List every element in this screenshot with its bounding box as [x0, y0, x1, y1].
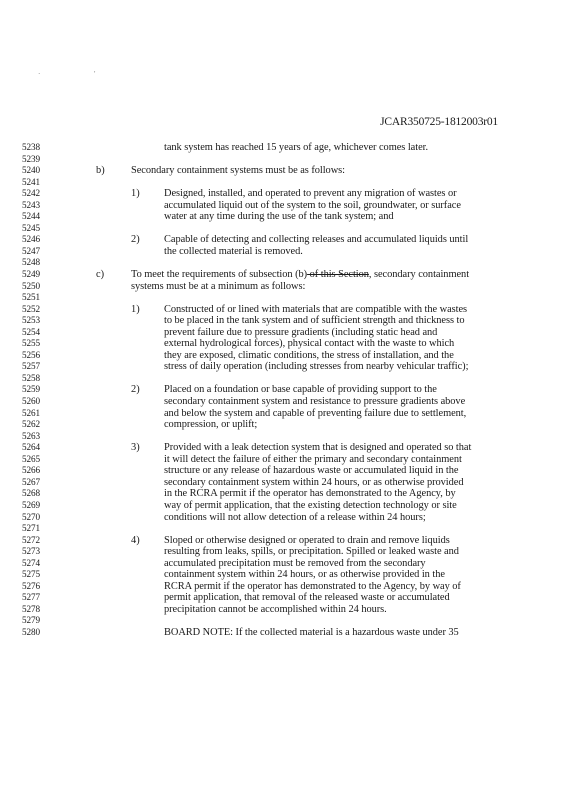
document-line: [0, 408, 566, 420]
document-line: [0, 338, 566, 350]
line-text: [164, 304, 467, 316]
line-text: [164, 211, 393, 223]
line-number: 5243: [22, 199, 40, 210]
line-text-segment: Constructed of or lined with materials that are compatible with the wastes: [164, 303, 468, 315]
line-text-segment: Sloped or otherwise designed or operated to drain and remove liquids: [164, 534, 450, 546]
line-text: [164, 200, 461, 212]
line-number: 5250: [22, 280, 40, 291]
line-number: 5271: [22, 523, 40, 534]
line-text-segment: water at any time during the use of the tank system; and: [164, 211, 394, 223]
document-line: [0, 465, 566, 477]
line-number: 5279: [22, 615, 40, 626]
subsection-label: 4): [131, 534, 140, 546]
document-line: [0, 234, 566, 246]
line-text: [164, 454, 462, 466]
line-text-segment: compression, or uplift;: [164, 419, 258, 431]
line-number: 5255: [22, 338, 40, 349]
line-text-segment: to be placed in the tank system and of sufficient strength and thickness to: [164, 315, 465, 327]
line-text-segment: and below the system and capable of preventing failure due to settlement,: [164, 407, 467, 419]
document-line: [0, 419, 566, 431]
document-line: [0, 373, 566, 385]
document-line: [0, 223, 566, 235]
line-number: 5248: [22, 257, 40, 268]
document-id: JCAR350725-1812003r01: [380, 116, 498, 128]
line-text-segment: accumulated precipitation must be removed from the secondary: [164, 557, 426, 569]
line-number: 5275: [22, 569, 40, 580]
line-text: [164, 500, 457, 512]
line-number: 5246: [22, 234, 40, 245]
line-number: 5267: [22, 476, 40, 487]
line-number: 5242: [22, 188, 40, 199]
line-number: 5273: [22, 546, 40, 557]
document-line: [0, 327, 566, 339]
line-number: 5262: [22, 419, 40, 430]
document-line: [0, 154, 566, 166]
line-text: [164, 465, 458, 477]
document-line: [0, 315, 566, 327]
line-text-segment: permit application, that removal of the released waste or accumulated: [164, 592, 450, 604]
line-text: [164, 442, 471, 454]
line-text: [164, 535, 450, 547]
line-number: 5265: [22, 453, 40, 464]
line-text-segment: To meet the requirements of subsection (b): [131, 269, 308, 281]
line-text: [164, 581, 461, 593]
document-line: [0, 384, 566, 396]
line-number: 5239: [22, 153, 40, 164]
line-text-segment: structure or any release of hazardous waste or accumulated liquid in the: [164, 465, 459, 477]
document-line: [0, 592, 566, 604]
line-number: 5270: [22, 511, 40, 522]
line-text-segment: , secondary containment: [368, 269, 470, 281]
line-text: [164, 419, 257, 431]
line-number: 5278: [22, 603, 40, 614]
document-line: [0, 177, 566, 189]
line-text-segment: systems must be at a minimum as follows:: [131, 280, 306, 292]
subsection-label: 3): [131, 442, 140, 454]
line-text: [164, 558, 426, 570]
document-line: [0, 546, 566, 558]
line-text: [164, 188, 457, 200]
document-line: [0, 581, 566, 593]
document-line: [0, 211, 566, 223]
deleted-text: of this Section: [307, 269, 369, 281]
line-text-segment: accumulated liquid out of the system to the soil, groundwater, or surface: [164, 199, 461, 211]
document-line: [0, 257, 566, 269]
line-number: 5259: [22, 384, 40, 395]
line-number: 5249: [22, 269, 40, 280]
line-number: 5245: [22, 222, 40, 233]
line-text-segment: they are exposed, climatic conditions, the stress of installation, and the: [164, 349, 454, 361]
line-text: [164, 408, 466, 420]
document-line: [0, 304, 566, 316]
line-text-segment: resulting from leaks, spills, or precipitation. Spilled or leaked waste and: [164, 546, 459, 558]
line-text: [131, 269, 469, 281]
document-line: [0, 454, 566, 466]
line-text-segment: the collected material is removed.: [164, 245, 303, 257]
line-text: [164, 477, 464, 489]
line-number: 5241: [22, 176, 40, 187]
line-text: [164, 327, 437, 339]
line-text: [164, 546, 459, 558]
line-text: [164, 315, 465, 327]
line-number: 5253: [22, 315, 40, 326]
subsection-label: 2): [131, 384, 140, 396]
line-text: [164, 361, 468, 373]
line-text: [164, 234, 468, 246]
line-number: 5251: [22, 292, 40, 303]
line-number: 5264: [22, 442, 40, 453]
line-text-segment: stress of daily operation (including stresses from nearby vehicular traffic);: [164, 361, 469, 373]
line-number: 5260: [22, 396, 40, 407]
subsection-label: 2): [131, 234, 140, 246]
line-number: 5268: [22, 488, 40, 499]
line-text-segment: Provided with a leak detection system that is designed and operated so that: [164, 442, 472, 454]
line-number: 5238: [22, 142, 40, 152]
line-text-segment: BOARD NOTE: If the collected material is a hazardous waste under 35: [164, 626, 459, 638]
document-line: [0, 269, 566, 281]
document-line: [0, 523, 566, 535]
document-line: [0, 604, 566, 616]
line-text-segment: Capable of detecting and collecting releases and accumulated liquids until: [164, 234, 469, 246]
document-line: [0, 477, 566, 489]
document-line: [0, 535, 566, 547]
line-number: 5272: [22, 534, 40, 545]
line-number: 5257: [22, 361, 40, 372]
line-text-segment: Placed on a foundation or base capable of providing support to the: [164, 384, 437, 396]
line-number: 5263: [22, 430, 40, 441]
document-line: [0, 361, 566, 373]
line-text: [164, 142, 428, 154]
document-line: [0, 281, 566, 293]
line-number: 5261: [22, 407, 40, 418]
line-text: [164, 627, 459, 639]
line-number: 5258: [22, 372, 40, 383]
line-text: [164, 384, 437, 396]
line-text: [164, 488, 456, 500]
line-number: 5254: [22, 326, 40, 337]
scan-specks: · ': [38, 70, 122, 78]
document-line: [0, 431, 566, 443]
line-text: [131, 165, 345, 177]
document-line: [0, 569, 566, 581]
subsection-label: 1): [131, 188, 140, 200]
line-number: 5274: [22, 557, 40, 568]
line-number: 5244: [22, 211, 40, 222]
line-text-segment: precipitation cannot be accomplished within 24 hours.: [164, 603, 387, 615]
line-number: 5269: [22, 499, 40, 510]
line-text-segment: conditions will not allow detection of a release within 24 hours;: [164, 511, 426, 523]
line-text-segment: it will detect the failure of either the primary and secondary containment: [164, 453, 462, 465]
document-line: [0, 246, 566, 258]
line-text: [164, 350, 454, 362]
line-text: [131, 281, 305, 293]
document-line: [0, 500, 566, 512]
document-line: [0, 142, 566, 154]
subsection-label: 1): [131, 303, 140, 315]
line-text-segment: prevent failure due to pressure gradients (including static head and: [164, 326, 438, 338]
line-number: 5277: [22, 592, 40, 603]
line-text: [164, 396, 465, 408]
line-text-segment: containment system within 24 hours, or as otherwise provided in the: [164, 569, 445, 581]
subsection-label: c): [96, 269, 105, 281]
line-text: [164, 338, 454, 350]
line-text: [164, 512, 426, 524]
document-line: [0, 512, 566, 524]
subsection-label: b): [96, 165, 105, 177]
line-text-segment: tank system has reached 15 years of age, whichever comes later.: [164, 142, 429, 153]
document-line: [0, 165, 566, 177]
line-text-segment: Designed, installed, and operated to prevent any migration of wastes or: [164, 188, 457, 200]
line-text-segment: secondary containment system within 24 hours, or as otherwise provided: [164, 476, 464, 488]
line-number: 5266: [22, 465, 40, 476]
document-line: [0, 292, 566, 304]
line-text-segment: in the RCRA permit if the operator has demonstrated to the Agency, by: [164, 488, 456, 500]
document-body: [0, 142, 566, 639]
line-text-segment: external hydrological forces), physical contact with the waste to which: [164, 338, 455, 350]
line-number: 5252: [22, 303, 40, 314]
document-line: [0, 627, 566, 639]
document-line: [0, 396, 566, 408]
line-text-segment: way of permit application, that the existing detection technology or site: [164, 499, 457, 511]
line-text: [164, 604, 387, 616]
line-text-segment: secondary containment system and resistance to pressure gradients above: [164, 396, 466, 408]
line-number: 5280: [22, 626, 40, 637]
line-text: [164, 592, 450, 604]
line-text-segment: Secondary containment systems must be as follows:: [131, 165, 345, 177]
line-number: 5276: [22, 580, 40, 591]
line-number: 5240: [22, 165, 40, 176]
document-line: [0, 200, 566, 212]
line-number: 5247: [22, 245, 40, 256]
document-line: [0, 615, 566, 627]
document-line: [0, 558, 566, 570]
line-text: [164, 569, 445, 581]
line-text-segment: RCRA permit if the operator has demonstrated to the Agency, by way of: [164, 580, 461, 592]
document-line: [0, 442, 566, 454]
document-line: [0, 188, 566, 200]
document-line: [0, 350, 566, 362]
document-line: [0, 488, 566, 500]
line-text: [164, 246, 303, 258]
line-number: 5256: [22, 349, 40, 360]
